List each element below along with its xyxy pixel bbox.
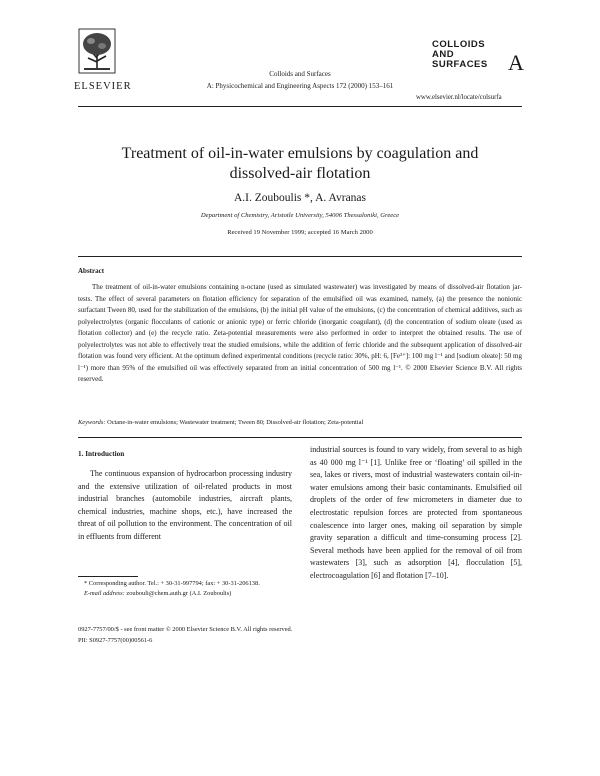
corresponding-author-note: * Corresponding author. Tel.: + 30-31-997794; fax: + 30-31-206138. [84, 580, 260, 587]
journal-header [150, 68, 450, 92]
keywords-label: Keywords: [78, 419, 106, 426]
front-matter-pii: PII: S0927-7757(00)00561-6 [78, 637, 153, 644]
abstract-top-rule [78, 256, 522, 257]
journal-citation: A: Physicochemical and Engineering Aspects 172 (2000) 153–161 [206, 82, 394, 90]
journal-name: Colloids and Surfaces [269, 70, 331, 78]
keywords-text: Octane-in-water emulsions; Wastewater treatment; Tween 80; Dissolved-air flotation; Zeta-potential [107, 419, 364, 426]
journal-logo-letter: A [508, 50, 524, 75]
intro-right-column: industrial sources is found to vary widely, from several to as high as 40 000 mg l⁻¹ [1]. Unlike free or ‘floating’ oil spilled in the sea, lakes or rivers, most of industrial wastewaters contain oil-in-water emulsions among their basic contaminants. Emulsified oil droplets of the order of few micrometers in diameter due to electrostatic repulsion forces are protected from spontaneous coalescence into larger ones, making oil separation by simple gravity separation a difficult and time-consuming process [2]. Several methods have been applied for the removal of oil from wastewaters [3], such as adsorption [4], flocculation [5], electrocoagulation [6] and flotation [7–10]. [310, 445, 522, 580]
keywords [78, 419, 522, 426]
abstract-text: The treatment of oil-in-water emulsions containing n-octane (used as simulated wastewater) was investigated by means of dissolved-air flotation jar-tests. The effect of several parameters on flotation efficiency for separation of the emulsified oil was examined, namely, (a) the presence the nonionic surfactant Tween 80, used for the stabilization of the emulsions, (b) the initial pH value of the emulsions, (c) the concentration of chemical additives, such as polyelectrolytes (organic flocculants of cationic or anionic type) or ferric chloride (inorganic coagulant), (d) the concentration of sodium oleate (used as flotation collector) and (e) the recycle ratio. Zeta-potential measurements were also performed in order to interpret the obtained results. The use of polyelectrolytes was not able to effectively treat the studied emulsions, while the addition of ferric chloride and the subsequent application of dissolved-air flotation was found very efficient. At the optimum defined experimental conditions (recycle ratio: 30%, pH: 6, [Fe³⁺]: 100 mg l⁻¹ and [sodium oleate]: 50 mg l⁻¹) more than 95% of the emulsified oil was effectively separated from an initial concentration of 500 mg l⁻¹. © 2000 Elsevier Science B.V. All rights reserved. [78, 283, 522, 383]
header-rule [78, 106, 522, 107]
footnote [78, 579, 292, 599]
title-line-1: Treatment of oil-in-water emulsions by coagulation and [121, 145, 479, 162]
front-matter [78, 624, 292, 646]
abstract-bottom-rule [78, 437, 522, 438]
abstract-heading: Abstract [78, 267, 105, 275]
journal-logo-line3: SURFACES [432, 59, 488, 70]
title-line-2: dissolved-air flotation [229, 165, 371, 182]
footnote-rule [78, 576, 138, 577]
section-heading-introduction: 1. Introduction [78, 450, 125, 458]
email-note [78, 589, 292, 599]
publisher-logo [74, 28, 132, 92]
email-address[interactable]: zoubouli@chem.auth.gr (A.I. Zouboulis) [126, 590, 232, 597]
journal-logo-line1: COLLOIDS [432, 39, 486, 50]
authors: A.I. Zouboulis *, A. Avranas [233, 192, 367, 204]
publisher-name: ELSEVIER [74, 81, 132, 92]
elsevier-tree-icon [78, 28, 116, 74]
journal-url[interactable]: www.elsevier.nl/locate/colsurfa [416, 94, 502, 101]
received-dates: Received 19 November 1999; accepted 16 March 2000 [227, 229, 373, 236]
email-label: E-mail address: [84, 590, 125, 597]
affiliation: Department of Chemistry, Aristotle University, 54006 Thessaloniki, Greece [200, 212, 400, 219]
front-matter-copyright: 0927-7757/00/$ - see front matter © 2000 Elsevier Science B.V. All rights reserved. [78, 626, 293, 633]
journal-logo-line2: AND [432, 49, 455, 60]
journal-logo [432, 39, 532, 75]
article-title [60, 144, 540, 184]
intro-left-column: The continuous expansion of hydrocarbon processing industry and the extensive utilization of oil-related products in most industrial branches (automobile industries, aircraft plants, chemical industries, machine shops, etc.), have increased the threat of oil pollution to the environment. The concentration of oil in effluents from different [78, 469, 292, 541]
